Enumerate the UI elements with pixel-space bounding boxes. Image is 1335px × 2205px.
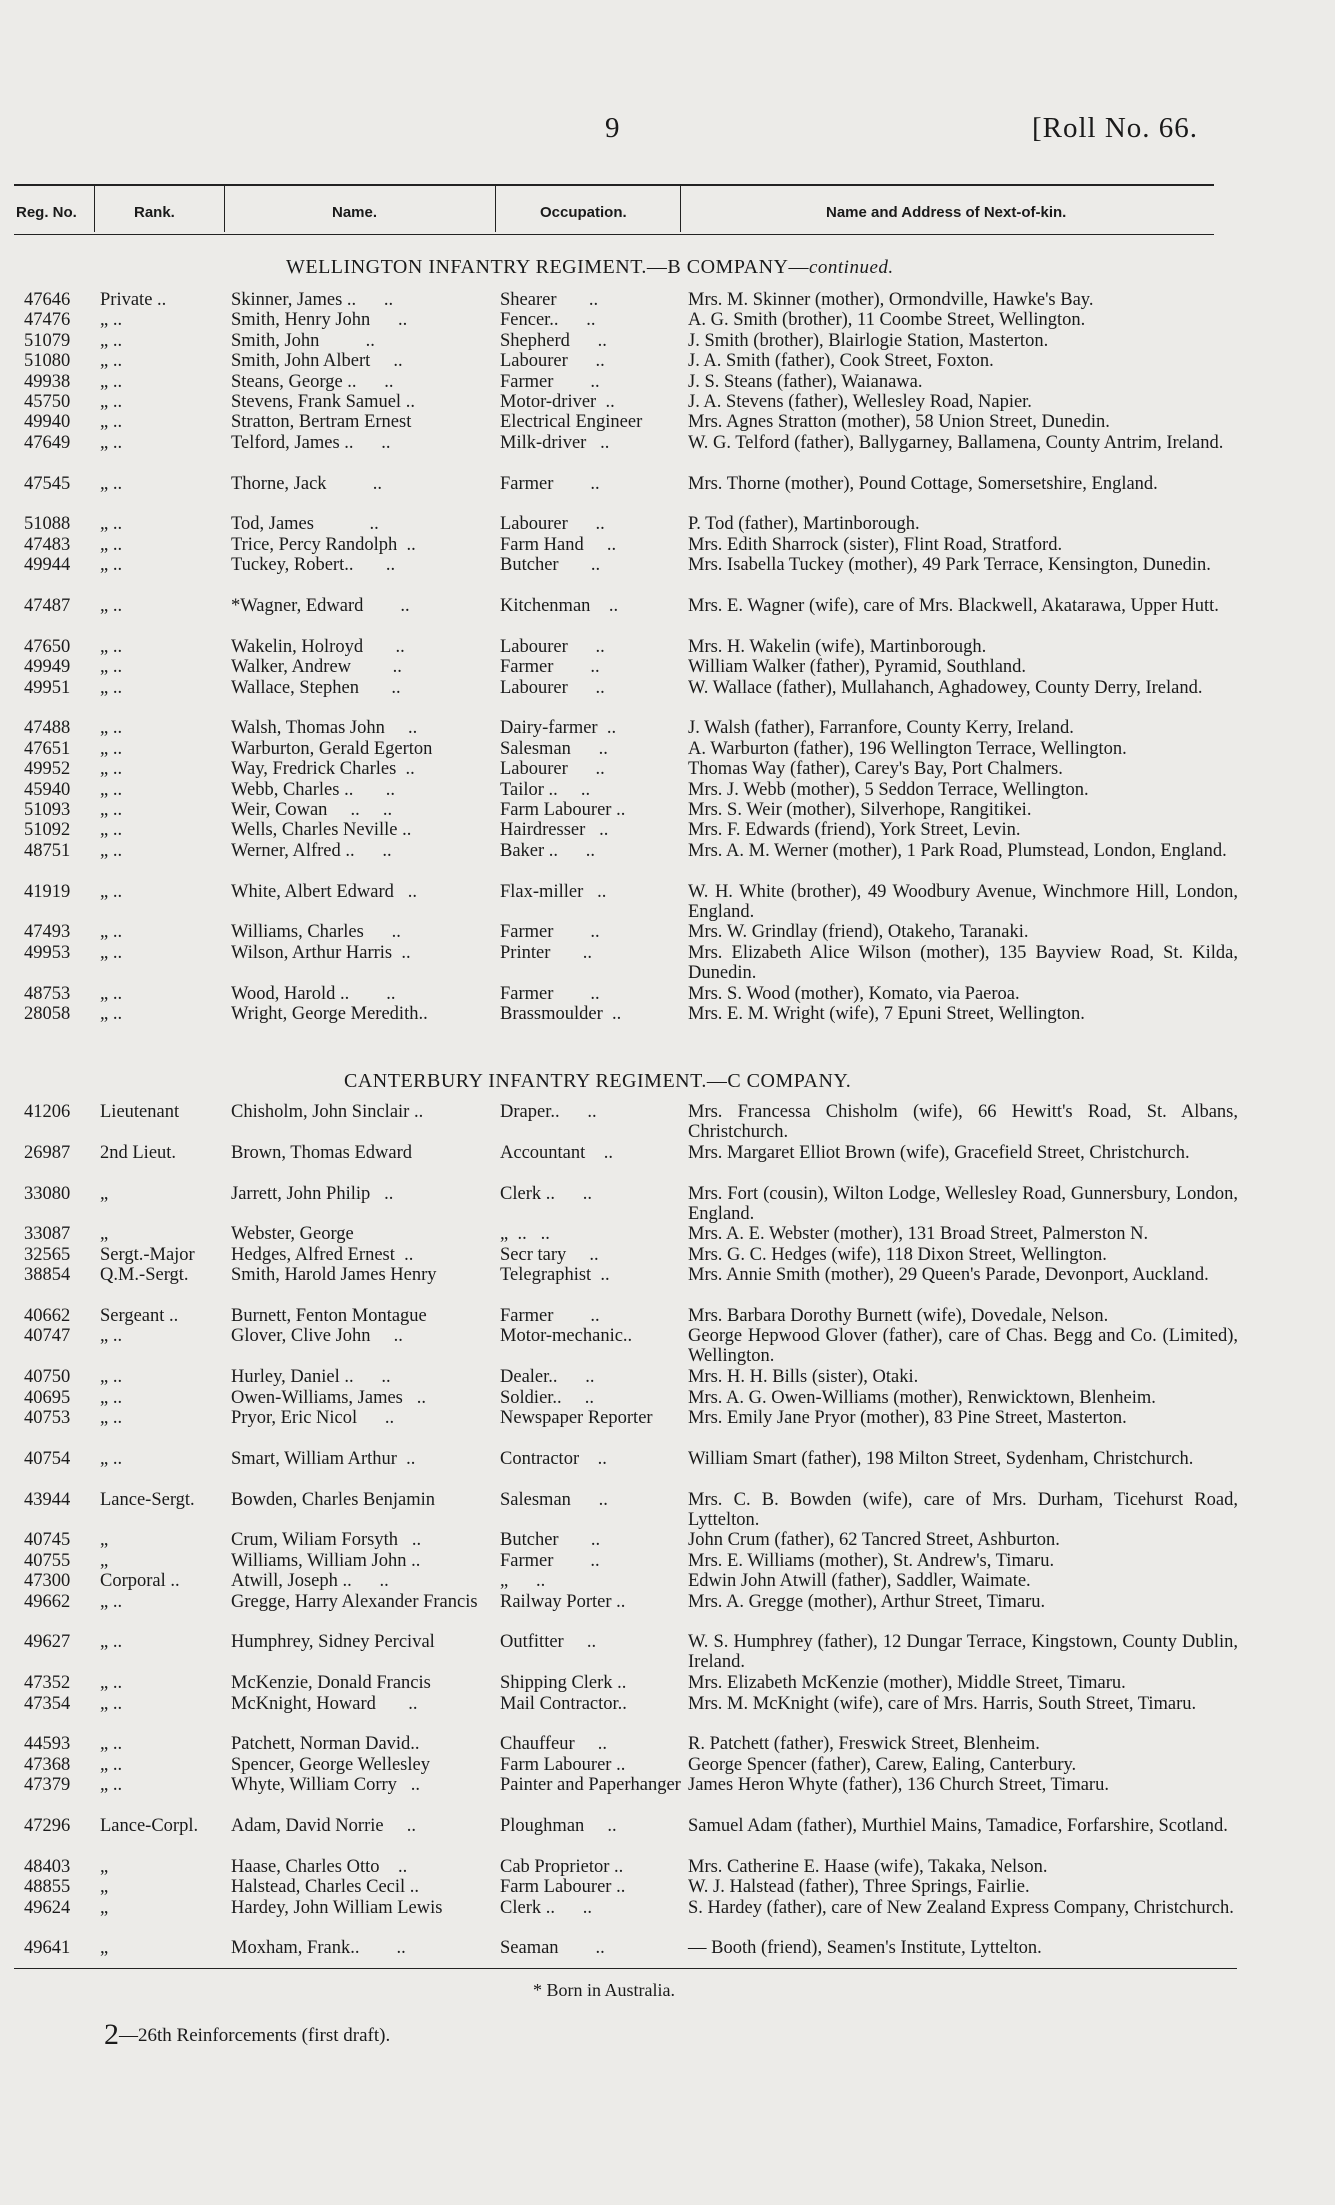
cell-next-of-kin: Mrs. Elizabeth Alice Wilson (mother), 135 Bayview Road, St. Kilda, Dunedin. (688, 942, 1238, 983)
cell-occupation: Draper.. .. (500, 1102, 597, 1122)
footnote: * Born in Australia. (533, 1980, 675, 2000)
cell-next-of-kin: Mrs. S. Wood (mother), Komato, via Paeroa. (688, 983, 1020, 1004)
cell-next-of-kin: J. A. Smith (father), Cook Street, Foxton. (688, 351, 994, 372)
cell-next-of-kin: A. Warburton (father), 196 Wellington Terrace, Wellington. (688, 738, 1127, 759)
cell-rank: „ .. (100, 1591, 123, 1612)
cell-reg-number: 40755 (24, 1550, 71, 1571)
cell-reg-number: 40695 (24, 1387, 71, 1408)
cell-next-of-kin: Mrs. Fort (cousin), Wilton Lodge, Wellesley Road, Gunnersbury, London, England. (688, 1183, 1238, 1224)
cell-name: Hurley, Daniel .. .. (231, 1367, 391, 1388)
cell-rank: „ .. (100, 555, 123, 576)
cell-occupation: „ .. (500, 1571, 546, 1592)
cell-reg-number: 48751 (24, 840, 71, 861)
cell-rank: 2nd Lieut. (100, 1142, 177, 1163)
cell-name: Walker, Andrew .. (231, 657, 402, 678)
cell-rank: „ .. (100, 1754, 123, 1775)
cell-rank: „ .. (100, 1367, 123, 1388)
cell-reg-number: 47300 (24, 1571, 71, 1592)
cell-reg-number: 47493 (24, 922, 71, 943)
cell-occupation: Motor-mechanic.. (500, 1326, 633, 1347)
cell-occupation: Labourer .. (500, 759, 605, 780)
cell-occupation: Printer .. (500, 942, 592, 963)
cell-reg-number: 41206 (24, 1102, 71, 1122)
cell-name: Halstead, Charles Cecil .. (231, 1877, 420, 1898)
cell-occupation: Tailor .. .. (500, 779, 591, 800)
cell-reg-number: 40745 (24, 1530, 71, 1551)
cell-occupation: Farmer .. (500, 983, 600, 1004)
cell-next-of-kin: Mrs. C. B. Bowden (wife), care of Mrs. Durham, Ticehurst Road, Lyttelton. (688, 1489, 1238, 1530)
section-title-canterbury: CANTERBURY INFANTRY REGIMENT.—C COMPANY. (344, 1070, 852, 1092)
cell-next-of-kin: Thomas Way (father), Carey's Bay, Port Chalmers. (688, 759, 1063, 780)
cell-name: Atwill, Joseph .. .. (231, 1571, 389, 1592)
cell-reg-number: 48753 (24, 983, 71, 1004)
cell-reg-number: 48855 (24, 1877, 71, 1898)
cell-rank: „ (100, 1183, 109, 1204)
cell-rank: „ .. (100, 840, 123, 861)
cell-next-of-kin: James Heron Whyte (father), 136 Church Street, Timaru. (688, 1775, 1109, 1796)
cell-name: Webster, George (231, 1224, 354, 1245)
cell-next-of-kin: Mrs. H. Wakelin (wife), Martinborough. (688, 636, 987, 657)
cell-occupation: Newspaper Reporter (500, 1408, 653, 1428)
cell-name: White, Albert Edward .. (231, 881, 417, 902)
cell-next-of-kin: Mrs. W. Grindlay (friend), Otakeho, Taranaki. (688, 922, 1029, 943)
cell-rank: „ .. (100, 636, 123, 657)
cell-rank: Sergeant .. (100, 1306, 179, 1326)
cell-reg-number: 49940 (24, 412, 71, 433)
cell-rank: „ (100, 1530, 109, 1551)
cell-rank: „ .. (100, 473, 123, 494)
cell-reg-number: 28058 (24, 1004, 71, 1024)
cell-reg-number: 40754 (24, 1448, 71, 1469)
cell-name: Warburton, Gerald Egerton (231, 738, 433, 759)
cell-occupation: Labourer .. (500, 514, 605, 535)
cell-next-of-kin: S. Hardey (father), care of New Zealand Express Company, Christchurch. (688, 1897, 1234, 1918)
cell-reg-number: 49938 (24, 371, 71, 392)
cell-name: Williams, Charles .. (231, 922, 401, 943)
cell-reg-number: 49944 (24, 555, 71, 576)
cell-reg-number: 47368 (24, 1754, 71, 1775)
cell-name: Thorne, Jack .. (231, 473, 383, 494)
cell-reg-number: 49951 (24, 677, 71, 698)
cell-reg-number: 51092 (24, 820, 71, 841)
cell-next-of-kin: — Booth (friend), Seamen's Institute, Lyttelton. (688, 1938, 1042, 1959)
cell-rank: „ .. (100, 983, 123, 1004)
cell-name: McKenzie, Donald Francis (231, 1673, 431, 1694)
cell-rank: „ .. (100, 1693, 123, 1714)
cell-name: Wright, George Meredith.. (231, 1004, 428, 1024)
cell-name: Burnett, Fenton Montague (231, 1306, 427, 1326)
cell-occupation: Clerk .. .. (500, 1897, 592, 1918)
cell-reg-number: 47651 (24, 738, 71, 759)
cell-occupation: Flax-miller .. (500, 881, 607, 902)
cell-next-of-kin: John Crum (father), 62 Tancred Street, Ashburton. (688, 1530, 1060, 1551)
cell-next-of-kin: J. S. Steans (father), Waianawa. (688, 371, 923, 392)
cell-reg-number: 48403 (24, 1856, 71, 1877)
cell-occupation: Farmer .. (500, 1550, 600, 1571)
cell-reg-number: 47487 (24, 596, 71, 616)
cell-name: Moxham, Frank.. .. (231, 1938, 406, 1959)
cell-rank: „ .. (100, 1408, 123, 1428)
cell-occupation: Ploughman .. (500, 1816, 617, 1836)
cell-name: Wells, Charles Neville .. (231, 820, 412, 841)
cell-occupation: Farm Labourer .. (500, 800, 626, 820)
cell-rank: „ .. (100, 1387, 123, 1408)
cell-occupation: Farmer .. (500, 657, 600, 678)
cell-rank: „ .. (100, 738, 123, 759)
cell-occupation: Motor-driver .. (500, 392, 615, 412)
cell-reg-number: 45750 (24, 392, 71, 412)
cell-rank: „ .. (100, 779, 123, 800)
col-header-rank: Rank. (134, 204, 175, 221)
cell-next-of-kin: Mrs. H. H. Bills (sister), Otaki. (688, 1367, 919, 1388)
cell-occupation: Farm Hand .. (500, 534, 617, 555)
cell-next-of-kin: W. G. Telford (father), Ballygarney, Ballamena, County Antrim, Ireland. (688, 432, 1224, 453)
cell-occupation: Mail Contractor.. (500, 1693, 627, 1714)
cell-rank: „ (100, 1550, 109, 1571)
cell-rank: „ .. (100, 881, 123, 902)
cell-next-of-kin: George Hepwood Glover (father), care of Chas. Begg and Co. (Limited), Wellington. (688, 1326, 1238, 1367)
cell-next-of-kin: W. J. Halstead (father), Three Springs, Fairlie. (688, 1877, 1030, 1898)
cell-next-of-kin: George Spencer (father), Carew, Ealing, Canterbury. (688, 1754, 1077, 1775)
cell-next-of-kin: Samuel Adam (father), Murthiel Mains, Tamadice, Forfarshire, Scotland. (688, 1816, 1228, 1836)
cell-reg-number: 51093 (24, 800, 71, 820)
page-number: 9 (605, 112, 620, 144)
cell-rank: „ (100, 1897, 109, 1918)
cell-rank: „ .. (100, 534, 123, 555)
cell-occupation: Shipping Clerk .. (500, 1673, 627, 1694)
cell-name: Crum, Wiliam Forsyth .. (231, 1530, 422, 1551)
cell-reg-number: 33087 (24, 1224, 71, 1245)
cell-reg-number: 49953 (24, 942, 71, 963)
cell-next-of-kin: Mrs. Agnes Stratton (mother), 58 Union Street, Dunedin. (688, 412, 1110, 433)
cell-name: Pryor, Eric Nicol .. (231, 1408, 395, 1428)
cell-next-of-kin: Mrs. A. M. Werner (mother), 1 Park Road, Plumstead, London, England. (688, 840, 1227, 861)
cell-next-of-kin: Mrs. A. E. Webster (mother), 131 Broad Street, Palmerston N. (688, 1224, 1149, 1245)
cell-occupation: Kitchenman .. (500, 596, 619, 616)
cell-reg-number: 41919 (24, 881, 71, 902)
cell-occupation: Salesman .. (500, 1489, 608, 1510)
cell-name: Wakelin, Holroyd .. (231, 636, 405, 657)
cell-next-of-kin: Mrs. Francessa Chisholm (wife), 66 Hewitt's Road, St. Albans, Christchurch. (688, 1102, 1238, 1142)
cell-occupation: Clerk .. .. (500, 1183, 592, 1204)
cell-next-of-kin: W. H. White (brother), 49 Woodbury Avenue, Winchmore Hill, London, England. (688, 881, 1238, 922)
cell-reg-number: 38854 (24, 1265, 71, 1286)
cell-name: Humphrey, Sidney Percival (231, 1632, 435, 1653)
cell-next-of-kin: William Walker (father), Pyramid, Southland. (688, 657, 1027, 678)
cell-rank: „ .. (100, 718, 123, 739)
cell-name: Whyte, William Corry .. (231, 1775, 421, 1796)
cell-reg-number: 51080 (24, 351, 71, 372)
cell-occupation: Farmer .. (500, 922, 600, 943)
cell-occupation: Shepherd .. (500, 330, 607, 351)
cell-occupation: Farmer .. (500, 473, 600, 494)
cell-name: Haase, Charles Otto .. (231, 1856, 408, 1877)
cell-name: Hedges, Alfred Ernest .. (231, 1244, 414, 1265)
cell-reg-number: 51079 (24, 330, 71, 351)
cell-next-of-kin: Mrs. Catherine E. Haase (wife), Takaka, Nelson. (688, 1856, 1048, 1877)
cell-reg-number: 40750 (24, 1367, 71, 1388)
cell-name: Bowden, Charles Benjamin (231, 1489, 435, 1510)
cell-name: Trice, Percy Randolph .. (231, 534, 416, 555)
col-divider (94, 186, 95, 232)
cell-occupation: Dealer.. .. (500, 1367, 595, 1388)
cell-rank: „ .. (100, 942, 123, 963)
cell-reg-number: 47476 (24, 310, 71, 331)
cell-occupation: Hairdresser .. (500, 820, 609, 841)
cell-rank: „ .. (100, 351, 123, 372)
cell-name: Chisholm, John Sinclair .. (231, 1102, 424, 1122)
cell-name: *Wagner, Edward .. (231, 596, 410, 616)
cell-rank: „ .. (100, 310, 123, 331)
cell-rank: Q.M.-Sergt. (100, 1265, 189, 1286)
cell-occupation: Labourer .. (500, 351, 605, 372)
cell-rank: Private .. (100, 290, 167, 310)
cell-occupation: Butcher .. (500, 555, 601, 576)
cell-next-of-kin: W. Wallace (father), Mullahanch, Aghadowey, County Derry, Ireland. (688, 677, 1203, 698)
roll-number: [Roll No. 66. (1032, 112, 1199, 144)
cell-reg-number: 47483 (24, 534, 71, 555)
cell-next-of-kin: A. G. Smith (brother), 11 Coombe Street, Wellington. (688, 310, 1086, 331)
cell-name: Jarrett, John Philip .. (231, 1183, 394, 1204)
cell-occupation: Dairy-farmer .. (500, 718, 617, 739)
cell-rank: „ .. (100, 800, 123, 820)
cell-reg-number: 47296 (24, 1816, 71, 1836)
cell-occupation: Contractor .. (500, 1448, 607, 1469)
cell-reg-number: 32565 (24, 1244, 71, 1265)
cell-name: Wood, Harold .. .. (231, 983, 396, 1004)
cell-reg-number: 40747 (24, 1326, 71, 1347)
cell-rank: „ .. (100, 1673, 123, 1694)
cell-next-of-kin: R. Patchett (father), Freswick Street, Blenheim. (688, 1734, 1040, 1755)
cell-rank: „ .. (100, 1734, 123, 1755)
cell-rank: „ .. (100, 820, 123, 841)
cell-name: Stevens, Frank Samuel .. (231, 392, 415, 412)
cell-reg-number: 26987 (24, 1142, 71, 1163)
col-header-reg: Reg. No. (16, 204, 77, 221)
cell-next-of-kin: Mrs. F. Edwards (friend), York Street, Levin. (688, 820, 1021, 841)
header-bottom-rule (14, 234, 1214, 235)
cell-name: Tuckey, Robert.. .. (231, 555, 396, 576)
cell-name: Smith, John Albert .. (231, 351, 403, 372)
cell-rank: „ .. (100, 1326, 123, 1347)
cell-next-of-kin: Mrs. G. C. Hedges (wife), 118 Dixon Street, Wellington. (688, 1244, 1107, 1265)
cell-rank: „ .. (100, 596, 123, 616)
cell-occupation: Secr tary .. (500, 1244, 599, 1265)
cell-next-of-kin: Mrs. Emily Jane Pryor (mother), 83 Pine Street, Masterton. (688, 1408, 1127, 1428)
cell-next-of-kin: Mrs. Isabella Tuckey (mother), 49 Park Terrace, Kensington, Dunedin. (688, 555, 1211, 576)
cell-occupation: Farm Labourer .. (500, 1877, 626, 1898)
cell-rank: „ .. (100, 1004, 123, 1024)
cell-name: Brown, Thomas Edward (231, 1142, 413, 1163)
cell-next-of-kin: Mrs. Annie Smith (mother), 29 Queen's Parade, Devonport, Auckland. (688, 1265, 1209, 1286)
cell-rank: „ .. (100, 922, 123, 943)
cell-occupation: Farmer .. (500, 371, 600, 392)
cell-name: Patchett, Norman David.. (231, 1734, 420, 1755)
cell-next-of-kin: Mrs. M. Skinner (mother), Ormondville, Hawke's Bay. (688, 290, 1094, 310)
cell-reg-number: 49627 (24, 1632, 71, 1653)
header-top-rule (14, 184, 1214, 186)
cell-next-of-kin: Mrs. M. McKnight (wife), care of Mrs. Harris, South Street, Timaru. (688, 1693, 1197, 1714)
cell-occupation: Electrical Engineer (500, 412, 643, 433)
cell-next-of-kin: Mrs. E. M. Wright (wife), 7 Epuni Street, Wellington. (688, 1004, 1085, 1024)
cell-rank: Lance-Corpl. (100, 1816, 199, 1836)
cell-rank: „ (100, 1938, 109, 1959)
cell-occupation: Outfitter .. (500, 1632, 597, 1653)
col-divider (495, 186, 496, 232)
cell-name: Smart, William Arthur .. (231, 1448, 416, 1469)
footer: 2—26th Reinforcements (first draft). (104, 2018, 391, 2051)
cell-name: Steans, George .. .. (231, 371, 394, 392)
cell-next-of-kin: Mrs. Margaret Elliot Brown (wife), Gracefield Street, Christchurch. (688, 1142, 1190, 1163)
cell-next-of-kin: Edwin John Atwill (father), Saddler, Waimate. (688, 1571, 1031, 1592)
cell-rank: „ .. (100, 1448, 123, 1469)
table-end-rule (14, 1968, 1237, 1969)
col-divider (680, 186, 681, 232)
cell-rank: „ .. (100, 657, 123, 678)
cell-reg-number: 49952 (24, 759, 71, 780)
cell-reg-number: 47488 (24, 718, 71, 739)
cell-reg-number: 49624 (24, 1897, 71, 1918)
cell-reg-number: 49641 (24, 1938, 71, 1959)
cell-reg-number: 47354 (24, 1693, 71, 1714)
cell-name: Spencer, George Wellesley (231, 1754, 430, 1775)
cell-name: Smith, Harold James Henry (231, 1265, 437, 1286)
cell-next-of-kin: Mrs. E. Wagner (wife), care of Mrs. Blackwell, Akatarawa, Upper Hutt. (688, 596, 1219, 616)
cell-occupation: Salesman .. (500, 738, 608, 759)
cell-rank: „ (100, 1877, 109, 1898)
cell-rank: „ .. (100, 432, 123, 453)
cell-occupation: Butcher .. (500, 1530, 601, 1551)
cell-next-of-kin: Mrs. Thorne (mother), Pound Cottage, Somersetshire, England. (688, 473, 1158, 494)
col-header-kin: Name and Address of Next-of-kin. (826, 204, 1067, 221)
cell-occupation: Seaman .. (500, 1938, 605, 1959)
cell-name: Smith, Henry John .. (231, 310, 408, 331)
cell-name: Williams, William John .. (231, 1550, 421, 1571)
cell-rank: „ .. (100, 371, 123, 392)
cell-next-of-kin: Mrs. Barbara Dorothy Burnett (wife), Dovedale, Nelson. (688, 1306, 1109, 1326)
cell-next-of-kin: J. A. Stevens (father), Wellesley Road, Napier. (688, 392, 1032, 412)
cell-name: Gregge, Harry Alexander Francis (231, 1591, 478, 1612)
cell-occupation: Accountant .. (500, 1142, 614, 1163)
cell-occupation: Farmer .. (500, 1306, 600, 1326)
cell-reg-number: 40753 (24, 1408, 71, 1428)
cell-next-of-kin: P. Tod (father), Martinborough. (688, 514, 920, 535)
cell-occupation: Milk-driver .. (500, 432, 610, 453)
cell-rank: „ .. (100, 677, 123, 698)
cell-occupation: Labourer .. (500, 636, 605, 657)
cell-reg-number: 49949 (24, 657, 71, 678)
cell-next-of-kin: William Smart (father), 198 Milton Street, Sydenham, Christchurch. (688, 1448, 1194, 1469)
cell-reg-number: 47379 (24, 1775, 71, 1796)
cell-name: Stratton, Bertram Ernest (231, 412, 412, 433)
cell-reg-number: 51088 (24, 514, 71, 535)
cell-occupation: Farm Labourer .. (500, 1754, 626, 1775)
cell-rank: Lance-Sergt. (100, 1489, 195, 1510)
cell-reg-number: 47352 (24, 1673, 71, 1694)
cell-reg-number: 45940 (24, 779, 71, 800)
cell-occupation: Chauffeur .. (500, 1734, 608, 1755)
cell-next-of-kin: Mrs. A. Gregge (mother), Arthur Street, Timaru. (688, 1591, 1046, 1612)
cell-occupation: Brassmoulder .. (500, 1004, 622, 1024)
cell-rank: „ .. (100, 330, 123, 351)
cell-next-of-kin: Mrs. Edith Sharrock (sister), Flint Road, Stratford. (688, 534, 1063, 555)
cell-rank: „ .. (100, 1775, 123, 1796)
cell-occupation: Baker .. .. (500, 840, 596, 861)
col-divider (224, 186, 225, 232)
cell-name: Hardey, John William Lewis (231, 1897, 443, 1918)
cell-rank: „ .. (100, 1632, 123, 1653)
cell-name: Skinner, James .. .. (231, 290, 394, 310)
cell-occupation: Soldier.. .. (500, 1387, 595, 1408)
cell-rank: „ .. (100, 392, 123, 412)
cell-reg-number: 43944 (24, 1489, 71, 1510)
cell-occupation: Railway Porter .. (500, 1591, 626, 1612)
cell-next-of-kin: Mrs. S. Weir (mother), Silverhope, Rangitikei. (688, 800, 1032, 820)
cell-rank: „ (100, 1856, 109, 1877)
cell-name: Weir, Cowan .. .. (231, 800, 393, 820)
cell-occupation: Painter and Paperhanger (500, 1775, 681, 1796)
cell-next-of-kin: Mrs. Elizabeth McKenzie (mother), Middle Street, Timaru. (688, 1673, 1126, 1694)
cell-reg-number: 49662 (24, 1591, 71, 1612)
cell-occupation: Telegraphist .. (500, 1265, 610, 1286)
cell-rank: Corporal .. (100, 1571, 180, 1592)
cell-name: Werner, Alfred .. .. (231, 840, 392, 861)
cell-reg-number: 44593 (24, 1734, 71, 1755)
cell-name: Glover, Clive John .. (231, 1326, 403, 1347)
cell-name: Adam, David Norrie .. (231, 1816, 416, 1836)
cell-name: Smith, John .. (231, 330, 375, 351)
cell-rank: „ .. (100, 759, 123, 780)
cell-rank: „ (100, 1224, 109, 1245)
cell-rank: „ .. (100, 412, 123, 433)
cell-name: Way, Fredrick Charles .. (231, 759, 415, 780)
cell-next-of-kin: W. S. Humphrey (father), 12 Dungar Terrace, Kingstown, County Dublin, Ireland. (688, 1632, 1238, 1673)
cell-rank: Lieutenant (100, 1102, 180, 1122)
cell-name: McKnight, Howard .. (231, 1693, 418, 1714)
col-header-name: Name. (332, 204, 378, 221)
cell-name: Wallace, Stephen .. (231, 677, 401, 698)
cell-reg-number: 47649 (24, 432, 71, 453)
cell-next-of-kin: Mrs. A. G. Owen-Williams (mother), Renwicktown, Blenheim. (688, 1387, 1156, 1408)
cell-name: Tod, James .. (231, 514, 379, 535)
cell-name: Wilson, Arthur Harris .. (231, 942, 411, 963)
cell-next-of-kin: Mrs. E. Williams (mother), St. Andrew's, Timaru. (688, 1550, 1055, 1571)
cell-next-of-kin: J. Walsh (father), Farranfore, County Kerry, Ireland. (688, 718, 1074, 739)
cell-next-of-kin: J. Smith (brother), Blairlogie Station, Masterton. (688, 330, 1049, 351)
cell-occupation: Cab Proprietor .. (500, 1856, 624, 1877)
cell-reg-number: 47545 (24, 473, 71, 494)
cell-occupation: Shearer .. (500, 290, 599, 310)
cell-name: Walsh, Thomas John .. (231, 718, 418, 739)
section-title-wellington: WELLINGTON INFANTRY REGIMENT.—B COMPANY—continued. (286, 256, 894, 278)
cell-rank: Sergt.-Major (100, 1244, 195, 1265)
cell-next-of-kin: Mrs. J. Webb (mother), 5 Seddon Terrace, Wellington. (688, 779, 1089, 800)
cell-occupation: Fencer.. .. (500, 310, 596, 331)
cell-reg-number: 33080 (24, 1183, 71, 1204)
cell-occupation: Labourer .. (500, 677, 605, 698)
cell-name: Telford, James .. .. (231, 432, 391, 453)
cell-name: Owen-Williams, James .. (231, 1387, 427, 1408)
cell-reg-number: 47650 (24, 636, 71, 657)
cell-reg-number: 47646 (24, 290, 71, 310)
col-header-occupation: Occupation. (540, 204, 627, 221)
cell-reg-number: 40662 (24, 1306, 71, 1326)
cell-rank: „ .. (100, 514, 123, 535)
cell-occupation: „ .. .. (500, 1224, 550, 1245)
cell-name: Webb, Charles .. .. (231, 779, 395, 800)
